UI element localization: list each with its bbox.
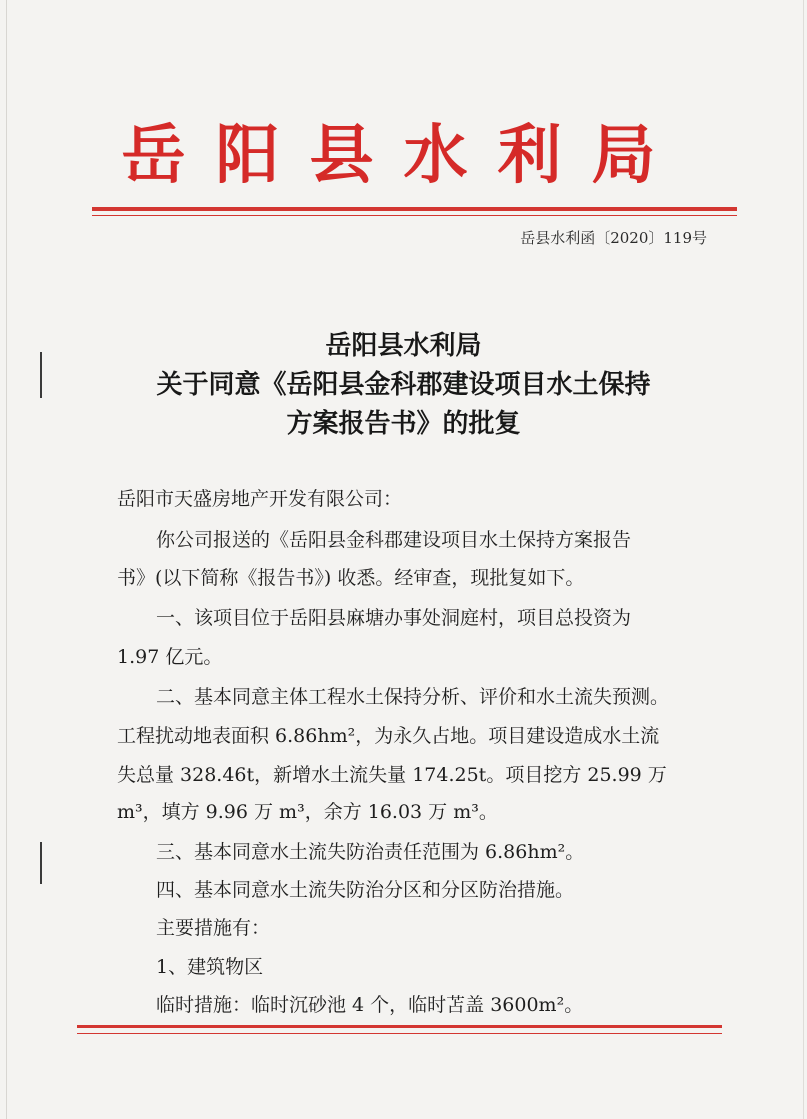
paragraph-line: 你公司报送的《岳阳县金科郡建设项目水土保持方案报告 [156,529,632,551]
document-number: 岳县水利函〔2020〕119号 [520,229,707,247]
letterhead-rule-thick [92,207,737,211]
paragraph-line: 工程扰动地表面积 6.86hm²，为永久占地。项目建设造成水土流 [117,725,660,747]
recipient: 岳阳市天盛房地产开发有限公司： [117,488,403,510]
footer-rule-thin [77,1033,722,1034]
binding-mark [40,842,42,884]
title-line-2: 关于同意《岳阳县金科郡建设项目水土保持 [156,370,651,400]
paragraph-line: 1.97 亿元。 [117,646,223,668]
paragraph-line: 三、基本同意水土流失防治责任范围为 6.86hm²。 [156,841,585,863]
paragraph-line: 一、该项目位于岳阳县麻塘办事处洞庭村，项目总投资为 [156,607,632,629]
title-line-1: 岳阳县水利局 [325,331,482,361]
title-line-3: 方案报告书》的批复 [286,409,521,439]
paragraph-line: 四、基本同意水土流失防治分区和分区防治措施。 [156,879,575,901]
paragraph-line: 失总量 328.46t，新增水土流失量 174.25t。项目挖方 25.99 万 [117,764,667,786]
paragraph-line: m³，填方 9.96 万 m³，余方 16.03 万 m³。 [117,801,498,823]
paragraph-line: 主要措施有： [156,917,271,939]
paragraph-line: 书》(以下简称《报告书》) 收悉。经审查，现批复如下。 [117,567,585,589]
agency-letterhead: 岳阳县水利局 [121,118,686,193]
paragraph-line: 二、基本同意主体工程水土保持分析、评价和水土流失预测。 [156,686,670,708]
footer-rule-thick [77,1025,722,1028]
paragraph-line: 临时措施：临时沉砂池 4 个，临时苫盖 3600m²。 [156,994,584,1016]
paragraph-line: 1、建筑物区 [156,956,264,978]
letterhead-rule-thin [92,215,737,216]
